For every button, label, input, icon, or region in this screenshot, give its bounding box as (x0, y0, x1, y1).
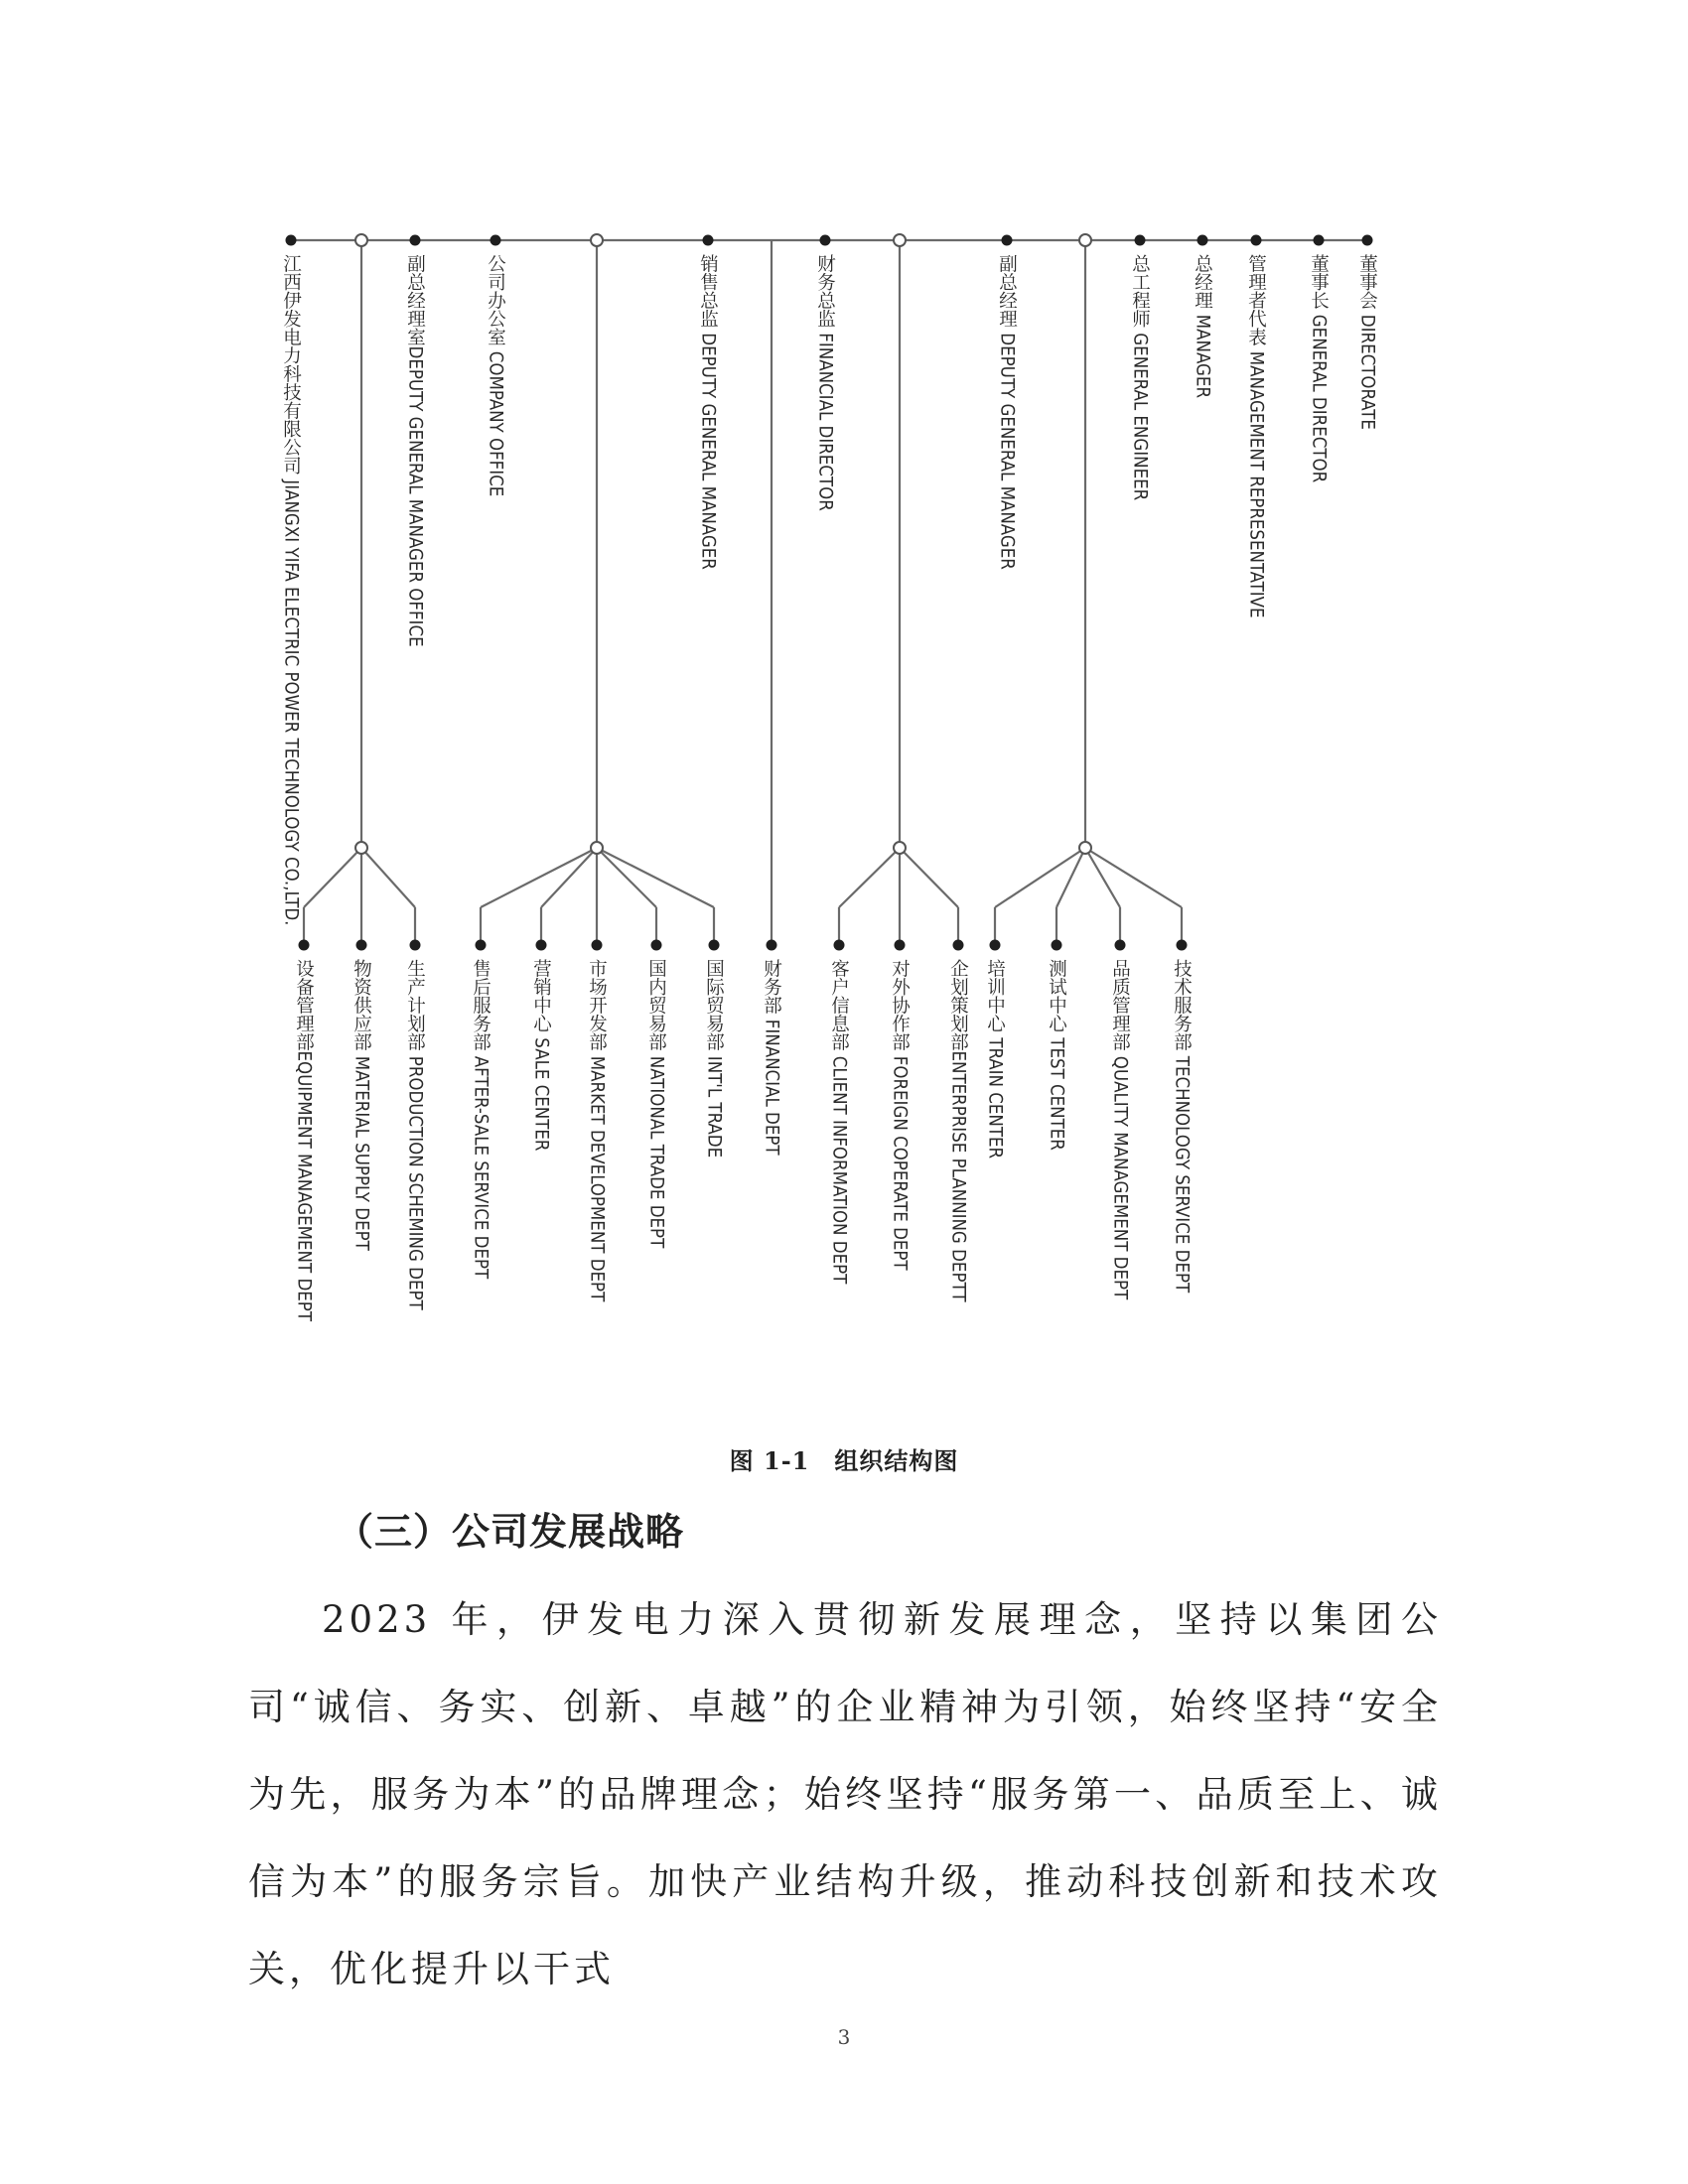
org-chart-node (1197, 235, 1208, 246)
org-chart-node (410, 235, 421, 246)
org-top-label: 副总经理室DEPUTY GENERAL MANAGER OFFICE (404, 254, 426, 647)
org-bottom-label: 企划策划部ENTERPRISE PLANNING DEPTT (947, 959, 969, 1302)
org-chart-node (1002, 235, 1013, 246)
org-chart-node (703, 235, 714, 246)
org-top-label: 公司办公室 COMPANY OFFICE (485, 254, 506, 497)
org-chart-leaf-node (536, 940, 547, 951)
org-chart-fan-node (591, 842, 603, 854)
org-chart-branch (839, 848, 900, 907)
org-chart-leaf-node (476, 940, 487, 951)
org-chart-fan-node (1079, 842, 1091, 854)
org-bottom-label: 物资供应部 MATERIAL SUPPLY DEPT (351, 959, 372, 1251)
org-chart-leaf-node (990, 940, 1001, 951)
org-bottom-label: 客户信息部 CLIENT INFORMATION DEPT (828, 959, 850, 1285)
org-bottom-label: 品质管理部 QUALITY MANAGEMENT DEPT (1109, 959, 1131, 1300)
org-chart-leaf-node (356, 940, 367, 951)
org-chart-leaf-node (834, 940, 845, 951)
org-chart-junction (591, 234, 603, 246)
org-chart-junction (355, 234, 367, 246)
org-chart-fan-node (894, 842, 906, 854)
org-top-label: 管理者代表 MANAGEMENT REPRESENTATIVE (1245, 254, 1267, 618)
org-top-label: 董事长 GENERAL DIRECTOR (1308, 254, 1330, 483)
org-top-label: 江西伊发电力科技有限公司 JIANGXI YIFA ELECTRIC POWER TECHNOLOGY CO.,LTD. (280, 254, 302, 926)
org-top-label: 财务总监 FINANCIAL DIRECTOR (814, 254, 836, 511)
org-chart-leaf-node (410, 940, 421, 951)
org-bottom-label: 市场开发部 MARKET DEVELOPMENT DEPT (586, 959, 608, 1302)
figure-caption: 图 1-1 组织结构图 (729, 1446, 959, 1475)
page-number: 3 (837, 2025, 851, 2049)
org-chart-branch (597, 848, 714, 907)
org-top-label: 副总经理 DEPUTY GENERAL MANAGER (996, 254, 1018, 570)
org-chart-branch (900, 848, 958, 907)
org-chart-leaf-node (895, 940, 906, 951)
org-chart-node (286, 235, 297, 246)
org-chart-node (1314, 235, 1325, 246)
org-chart-node (1135, 235, 1146, 246)
org-bottom-label: 技术服务部 TECHNOLOGY SERVICE DEPT (1171, 959, 1193, 1294)
org-chart-branch (481, 848, 597, 907)
org-top-label: 总经理 MANAGER (1192, 254, 1213, 399)
org-bottom-label: 生产计划部 PRODUCTION SCHEMING DEPT (404, 959, 426, 1310)
org-bottom-label: 营销中心 SALE CENTER (530, 959, 552, 1152)
org-bottom-label: 测试中心 TEST CENTER (1046, 959, 1067, 1151)
org-chart-leaf-node (953, 940, 964, 951)
org-chart-branch (1085, 848, 1120, 907)
org-chart-junction (894, 234, 906, 246)
body-paragraph: 2023 年，伊发电力深入贯彻新发展理念，坚持以集团公司“诚信、务实、创新、卓越”的企业精神为引领，始终坚持“安全为先，服务为本”的品牌理念；始终坚持“服务第一、品质至上、诚信为本”的服务宗旨。加快产业结构升级，推动科技创新和技术攻关，优化提升以干式 (248, 1598, 1442, 1990)
org-bottom-label: 国际贸易部 INT'L TRADE (703, 959, 725, 1159)
section-heading: （三）公司发展战略 (336, 1509, 685, 1554)
org-chart-branch (304, 848, 361, 907)
org-chart-node (1251, 235, 1262, 246)
org-chart-branch (597, 848, 656, 907)
org-bottom-label: 财务部 FINANCIAL DEPT (761, 959, 782, 1156)
org-chart-leaf-node (592, 940, 603, 951)
org-chart-branch (361, 848, 415, 907)
org-bottom-label: 对外协作部 FOREIGN COPERATE DEPT (889, 959, 911, 1271)
org-chart-node (1362, 235, 1373, 246)
org-chart-leaf-node (1177, 940, 1188, 951)
org-chart-fan-node (355, 842, 367, 854)
org-chart-leaf-node (651, 940, 662, 951)
org-top-label: 董事会 DIRECTORATE (1356, 254, 1378, 430)
org-chart-branch (541, 848, 597, 907)
org-chart-branch (1085, 848, 1182, 907)
org-chart-leaf-node (709, 940, 720, 951)
org-chart-node (491, 235, 501, 246)
org-bottom-label: 培训中心 TRAIN CENTER (984, 959, 1006, 1160)
org-bottom-label: 设备管理部EQUIPMENT MANAGEMENT DEPT (293, 959, 315, 1321)
org-chart-leaf-node (1052, 940, 1062, 951)
org-chart-node (820, 235, 831, 246)
org-chart-leaf-node (1115, 940, 1126, 951)
org-chart-leaf-node (299, 940, 310, 951)
org-bottom-label: 国内贸易部 NATIONAL TRADE DEPT (645, 959, 667, 1249)
org-top-label: 总工程师 GENERAL ENGINEER (1129, 254, 1151, 501)
org-chart-junction (1079, 234, 1091, 246)
org-bottom-label: 售后服务部 AFTER-SALE SERVICE DEPT (470, 959, 492, 1280)
org-top-label: 销售总监 DEPUTY GENERAL MANAGER (697, 254, 719, 570)
org-chart-leaf-node (767, 940, 777, 951)
